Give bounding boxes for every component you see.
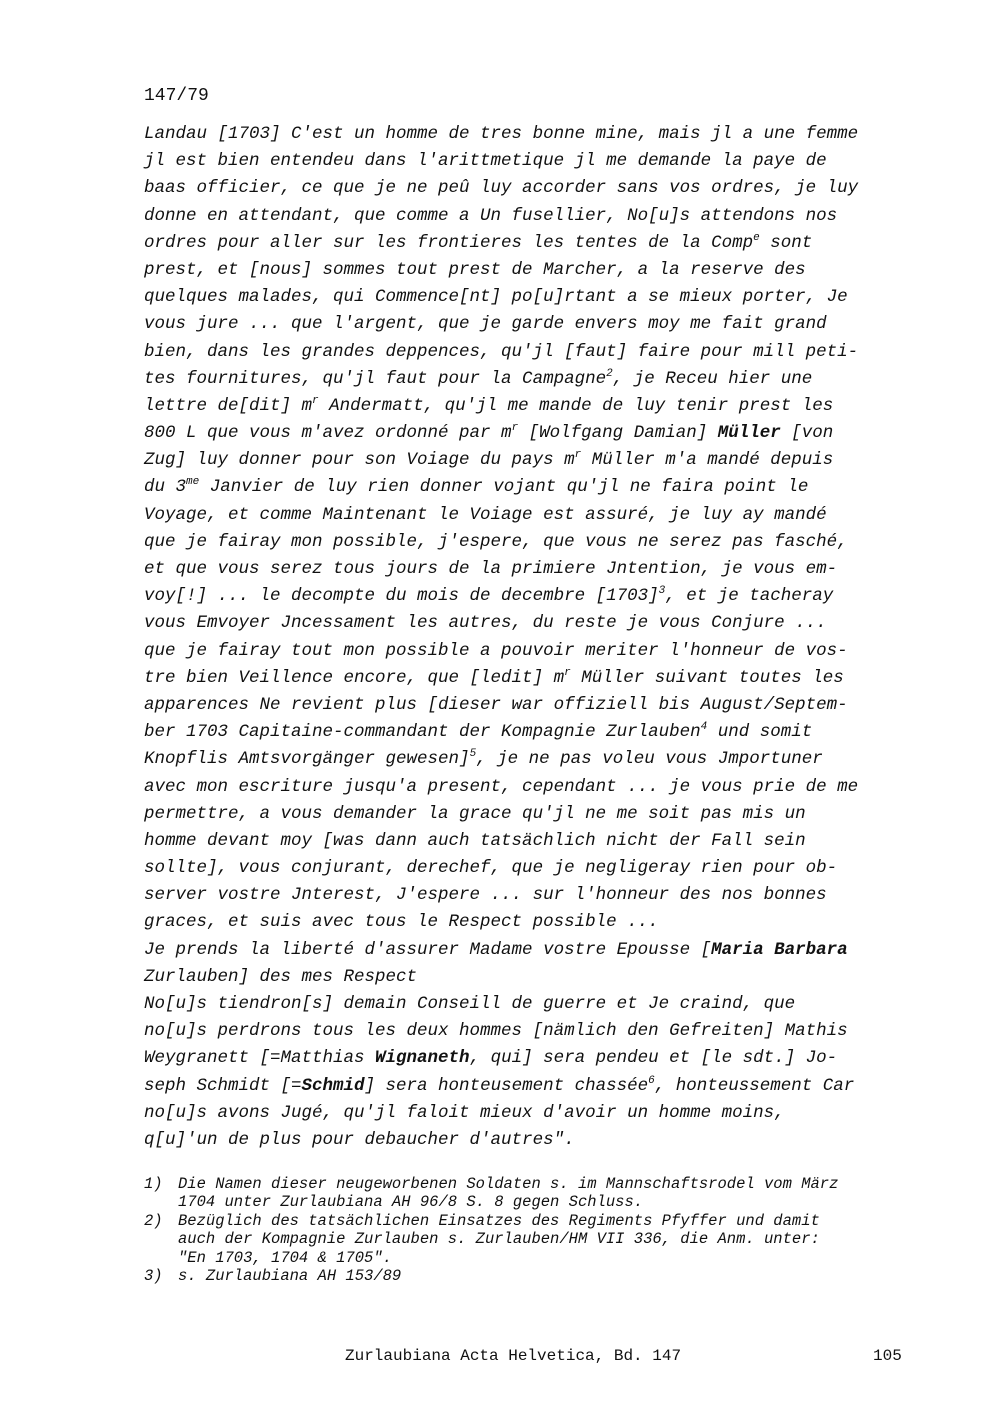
text-line: Voyage, et comme Maintenant le Voiage est assuré, je luy ay mandé (144, 504, 827, 525)
document-body (144, 121, 904, 1154)
text-line: apparences Ne revient plus [dieser war offiziell bis August/Septem- (144, 694, 848, 715)
text-line: Je prends la liberté d'assurer Madame vostre Epousse [Maria Barbara (144, 939, 848, 960)
text-line: no[u]s perdrons tous les deux hommes [nämlich den Gefreiten] Mathis (144, 1021, 848, 1042)
publication-title: Zurlaubiana Acta Helvetica, Bd. 147 (345, 1347, 682, 1365)
text-line: tes fournitures, qu'jl faut pour la Campagne$^2$, je Receu hier une (144, 367, 813, 389)
text-line: quelques malades, qui Commence[nt] po[u]rtant a se mieux porter, Je (144, 287, 848, 308)
page-number: 105 (873, 1347, 902, 1365)
text-line: avec mon escriture jusqu'a present, cependant ... je vous prie de me (144, 776, 859, 797)
footnote-line: Die Namen dieser neugeworbenen Soldaten s. im Mannschaftsrodel vom März (178, 1175, 839, 1193)
text-line: homme devant moy [was dann auch tatsächlich nicht der Fall sein (144, 830, 806, 851)
text-line: que je fairay tout mon possible a pouvoir meriter l'honneur de vos- (144, 640, 848, 661)
text-line: No[u]s tiendron[s] demain Conseill de guerre et Je craind, que (144, 994, 796, 1014)
text-line: q[u]'un de plus pour debaucher d'autres". (144, 1129, 575, 1150)
footnote-text (178, 1267, 401, 1285)
page-reference: 147/79 (144, 86, 209, 106)
text-line: Zug] luy donner pour son Voiage du pays $m^r$ Müller m'a mandé depuis (144, 449, 834, 471)
text-line: 800 L que vous m'avez ordonné par $m^r$ [Wolfgang Damian] Müller [von (144, 422, 834, 444)
text-line: que je fairay mon possible, j'espere, que vous ne serez pas fasché, (144, 531, 848, 552)
text-line: vous Emvoyer Jncessament les autres, du reste je vous Conjure ... (144, 613, 827, 634)
text-line: seph Schmidt [=Schmid] sera honteusement chassée$^6$, honteussement Car (144, 1074, 855, 1096)
text-line: Landau [1703] C'est un homme de tres bonne mine, mais jl a une femme (144, 124, 859, 144)
text-line: bien, dans les grandes deppences, qu'jl [faut] faire pour mill peti- (144, 341, 859, 362)
footnote-number: 3) (144, 1267, 163, 1286)
text-line: vous jure ... que l'argent, que je garde envers moy me fait grand (144, 314, 827, 335)
footnote (144, 1175, 904, 1212)
text-line: graces, et suis avec tous le Respect possible ... (144, 912, 659, 933)
footnote-line: auch der Kompagnie Zurlauben s. Zurlauben/HM VII 336, die Anm. unter: (178, 1230, 820, 1249)
text-line: Zurlauben] des mes Respect (144, 966, 418, 987)
text-line: tre bien Veillence encore, que [ledit] $m^r$ Müller suivant toutes les (144, 666, 844, 688)
text-line: lettre de[dit] $m^r$ Andermatt, qu'jl me mande de luy tenir prest les (144, 395, 834, 416)
footnote-line: s. Zurlaubiana AH 153/89 (178, 1267, 402, 1286)
text-line: prest, et [nous] sommes tout prest de Marcher, a la reserve des (144, 259, 806, 280)
text-line: sollte], vous conjurant, derechef, que je negligeray rien pour ob- (144, 858, 838, 879)
text-line: donne en attendant, que comme a Un fusellier, No[u]s attendons nos (144, 205, 838, 226)
text-line: no[u]s avons Jugé, qu'jl faloit mieux d'avoir un homme moins, (144, 1102, 785, 1123)
text-line: permettre, a vous demander la grace qu'jl ne me soit pas mis un (144, 803, 806, 824)
text-line: ordres pour aller sur les frontieres les tentes de la Comp$^e$ sont (144, 231, 813, 253)
text-line: Weygranett [=Matthias Wignaneth, qui] sera pendeu et [le sdt.] Jo- (144, 1048, 838, 1069)
text-line: Knopflis Amtsvorgänger gewesen]$^5$, je ne pas voleu vous Jmportuner (144, 748, 823, 770)
footnote-text (178, 1175, 838, 1212)
text-line: jl est bien entendeu dans l'arittmetique jl me demande la paye de (144, 151, 827, 172)
footnote-line: 1704 unter Zurlaubiana AH 96/8 S. 8 gegen Schluss. (178, 1193, 644, 1212)
text-line: voy[!] ... le decompte du mois de decembre $[1703]^3$, et je tacheray (144, 585, 834, 607)
footnote-line: "En 1703, 1704 & 1705". (178, 1248, 392, 1267)
text-line: ber 1703 Capitaine-commandant der Kompagnie Zurlauben$^4$ und somit (144, 721, 813, 743)
footnote-line: Bezüglich des tatsächlichen Einsatzes des Regiments Pfyffer und damit (178, 1211, 820, 1230)
text-line: du $3^{me}$ Janvier de luy rien donner vojant qu'jl ne faira point le (144, 476, 809, 498)
footnote-number: 2) (144, 1211, 163, 1230)
text-line: baas officier, ce que je ne peû luy accorder sans vos ordres, je luy (144, 178, 859, 199)
footnote (144, 1212, 904, 1267)
text-line: server vostre Jnterest, J'espere ... sur l'honneur des nos bonnes (144, 885, 827, 906)
footnote-number: 1) (144, 1175, 163, 1193)
footnotes (144, 1175, 904, 1285)
footnote-text (178, 1212, 820, 1267)
text-line: et que vous serez tous jours de la primiere Jntention, je vous em- (144, 559, 838, 579)
footnote (144, 1267, 904, 1285)
